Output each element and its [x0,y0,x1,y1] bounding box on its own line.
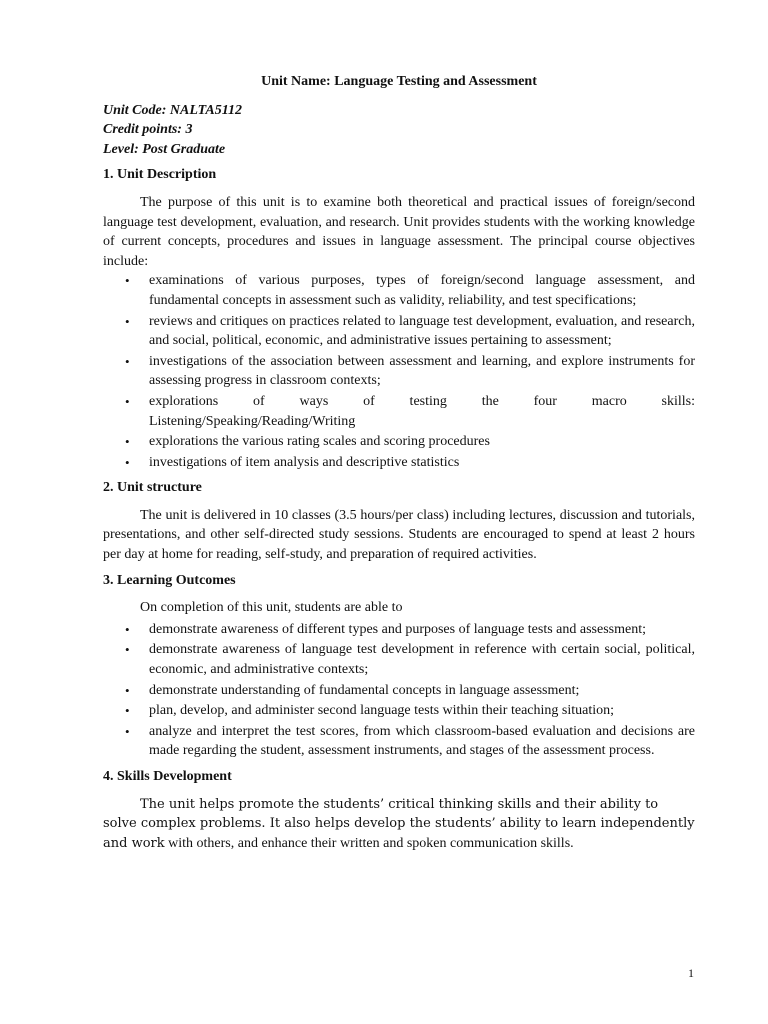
unit-meta [103,101,695,160]
bullet-icon: • [125,642,130,658]
document-title: Unit Name: Language Testing and Assessment [261,74,537,89]
list-item: • investigations of item analysis and descriptive statistics [103,453,695,473]
skills-paragraph: The unit helps promote the students’ critical thinking skills and their ability to solve complex problems. It also helps develop the students’ ability to learn independently and work with others, and enhance their written and spoken communication skills. [103,796,695,851]
bullet-icon: • [125,273,130,289]
unit-level: Level: Post Graduate [103,141,226,157]
page-number: 1 [688,966,694,980]
credit-points: Credit points: 3 [103,122,193,138]
outcomes-lead: On completion of this unit, students are able to [140,600,403,616]
section-heading-description: 1. Unit Description [103,167,217,183]
objectives-list [103,271,695,472]
list-item: • analyze and interpret the test scores, from which classroom-based evaluation and decisions are made regarding the student, assessment instruments, and stages of the assessment process. [125,723,695,759]
bullet-icon: • [125,353,130,369]
list-item: • demonstrate awareness of different types and purposes of language tests and assessment; [103,620,695,640]
section-heading-outcomes: 3. Learning Outcomes [103,572,236,588]
list-item: • demonstrate understanding of fundamental concepts in language assessment; [103,681,695,701]
bullet-icon: • [125,393,130,409]
section-heading-skills: 4. Skills Development [103,769,232,784]
bullet-icon: • [125,454,130,470]
document-page [103,72,695,853]
list-item: • explorations of ways of testing the four macro skills: Listening/Speaking/Reading/Writing [125,393,695,429]
list-item: • plan, develop, and administer second language tests within their teaching situation; [103,701,695,721]
section-heading-structure: 2. Unit structure [103,480,202,496]
bullet-icon: • [125,703,130,719]
list-item: • investigations of the association between assessment and learning, and explore instruments for assessing progress in classroom contexts; [125,353,695,389]
bullet-icon: • [125,682,130,698]
unit-code: Unit Code: NALTA5112 [103,102,242,118]
list-item: • examinations of various purposes, types of foreign/second language assessment, and fundamental concepts in assessment such as validity, reliability, and test specifications; [125,273,695,308]
list-item: • explorations the various rating scales and scoring procedures [103,432,695,452]
list-item: • demonstrate awareness of language test development in reference with certain social, political, economic, and administrative contexts; [125,642,695,678]
description-paragraph: The purpose of this unit is to examine both theoretical and practical issues of foreign/second language test development, evaluation, and research. Unit provides students with the working knowledge of current concepts, procedures and issues in language assessment. The principal course objectives include: [103,194,695,269]
outcomes-list [103,620,695,761]
bullet-icon: • [125,434,130,450]
bullet-icon: • [125,621,130,637]
bullet-icon: • [125,723,130,739]
bullet-icon: • [125,313,130,329]
list-item: • reviews and critiques on practices related to language test development, evaluation, and research, and social, political, economic, and administrative issues pertaining to assessment; [125,313,695,349]
structure-paragraph: The unit is delivered in 10 classes (3.5 hours/per class) including lectures, discussion and tutorials, presentations, and other self-directed study sessions. Students are encouraged to spend at least 2 hours per day at home for reading, self-study, and preparation of required activities. [103,507,695,563]
